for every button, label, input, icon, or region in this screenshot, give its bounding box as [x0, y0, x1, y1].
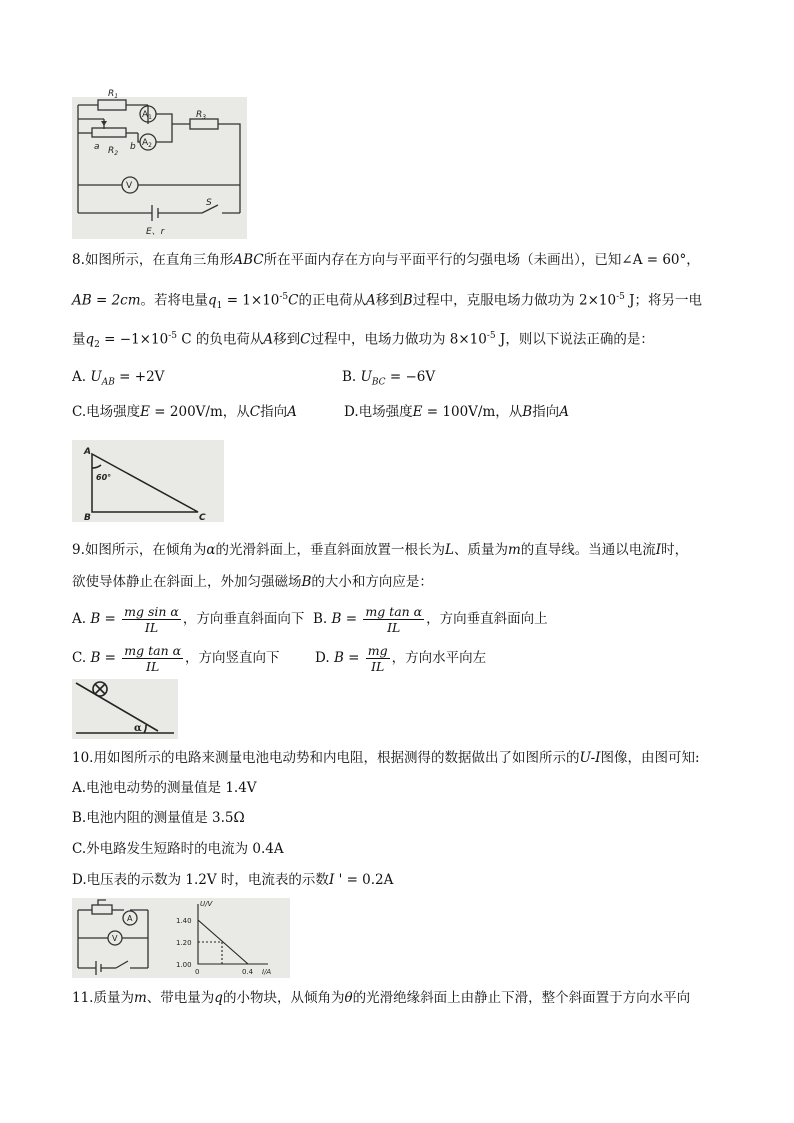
vertex-b-label: B — [84, 513, 91, 523]
q9-option-d: D. B = $\frac{mg}{IL}$ ，方向水平向左 — [315, 643, 487, 674]
q8-line-1: 8.如图所示，在直角三角形ABC所在平面内存在方向与平面平行的匀强电场（未画出），已知∠A = 60°， — [72, 252, 700, 268]
label-s: S — [206, 198, 212, 208]
label-r3: $R_3$ — [196, 110, 207, 121]
graph-x-tick-04: 0.4 — [242, 968, 254, 976]
angle-label: 60° — [96, 473, 112, 482]
vertex-c-label: C — [199, 513, 206, 523]
q9-line-1: 9.如图所示，在倾角为α的光滑斜面上，垂直斜面放置一根长为L、质量为m的直导线。当通以电流I时， — [72, 542, 689, 558]
figure-q9-incline — [72, 679, 178, 739]
alpha-label: α — [134, 723, 142, 734]
graph-y-tick-120: 1.20 — [176, 939, 192, 947]
q8-line-2: AB = 2cm。若将电量$q_1 = 1\times 10^{-5}C$的正电荷从A移到B过程中，克服电场力做功为 $2\times 10^{-5}$ J；将另一电 — [72, 292, 703, 312]
q10-option-d: D.电压表的示数为 1.2V 时，电流表的示数I ' = 0.2A — [72, 872, 394, 888]
q8-option-c: C.电场强度E = 200V/m，从C指向A — [72, 404, 297, 420]
q9-line-2: 欲使导体静止在斜面上，外加匀强磁场B的大小和方向应是： — [72, 574, 433, 590]
label-a1: $A_1$ — [142, 110, 152, 121]
vertex-a-label: A — [84, 447, 91, 457]
figure-q7-circuit — [72, 89, 247, 239]
q10-option-b: B.电池内阻的测量值是 3.5Ω — [72, 810, 245, 826]
triangle-diagram — [72, 440, 224, 522]
q10-option-c: C.外电路发生短路时的电流为 0.4A — [72, 841, 284, 857]
q10-line-1: 10.用如图所示的电路来测量电池电动势和内电阻，根据测得的数据做出了如图所示的U-I图像，由图可知: — [72, 750, 700, 766]
q8-option-a: A. $U_{AB} = +2V$ — [72, 369, 165, 388]
q10-option-a: A.电池电动势的测量值是 1.4V — [72, 780, 257, 796]
q8-option-d: D.电场强度E = 100V/m，从B指向A — [344, 404, 569, 420]
label-er: E、r — [146, 227, 165, 237]
graph-y-axis-label: U/V — [200, 900, 213, 908]
label-b: b — [130, 142, 136, 152]
graph-x-tick-0: 0 — [195, 968, 200, 976]
figure-q10 — [72, 898, 290, 978]
incline-diagram — [72, 679, 178, 739]
q9-option-a: A. B = $\frac{\text{mg sin α}}{IL}$ ，方向垂直斜面向下 — [72, 604, 305, 635]
circuit-diagram-q7 — [72, 89, 247, 239]
figure-q8-triangle — [72, 440, 224, 522]
graph-y-tick-140: 1.40 — [176, 917, 192, 925]
label-v: V — [126, 181, 133, 191]
q8-option-b: B. $U_{BC} = -6V$ — [342, 369, 436, 388]
graph-x-axis-label: I/A — [262, 968, 272, 976]
q9-option-b: B. B = $\frac{\text{mg tan α}}{IL}$ ，方向垂直斜面向上 — [313, 604, 548, 635]
q9-option-c: C. B = $\frac{\text{mg tan α}}{IL}$ ，方向竖直向下 — [72, 643, 280, 674]
label-r2: $R_2$ — [108, 146, 119, 157]
label-r1: $R_1$ — [108, 89, 119, 100]
circuit-and-graph-q10 — [72, 898, 290, 978]
label-a: a — [94, 142, 100, 152]
q8-line-3: 量$q_2 = -1\times 10^{-5}$ C 的负电荷从A移到C过程中，电场力做功为 $8\times 10^{-5}$ J，则以下说法正确的是： — [72, 331, 654, 351]
ammeter-label: A — [127, 914, 133, 923]
label-a2: $A_2$ — [142, 138, 152, 149]
voltmeter-label: V — [112, 934, 118, 943]
q11-line-1: 11.质量为m、带电量为q的小物块，从倾角为θ的光滑绝缘斜面上由静止下滑，整个斜面置于方向水平向 — [72, 990, 691, 1006]
graph-y-tick-100: 1.00 — [176, 961, 192, 969]
